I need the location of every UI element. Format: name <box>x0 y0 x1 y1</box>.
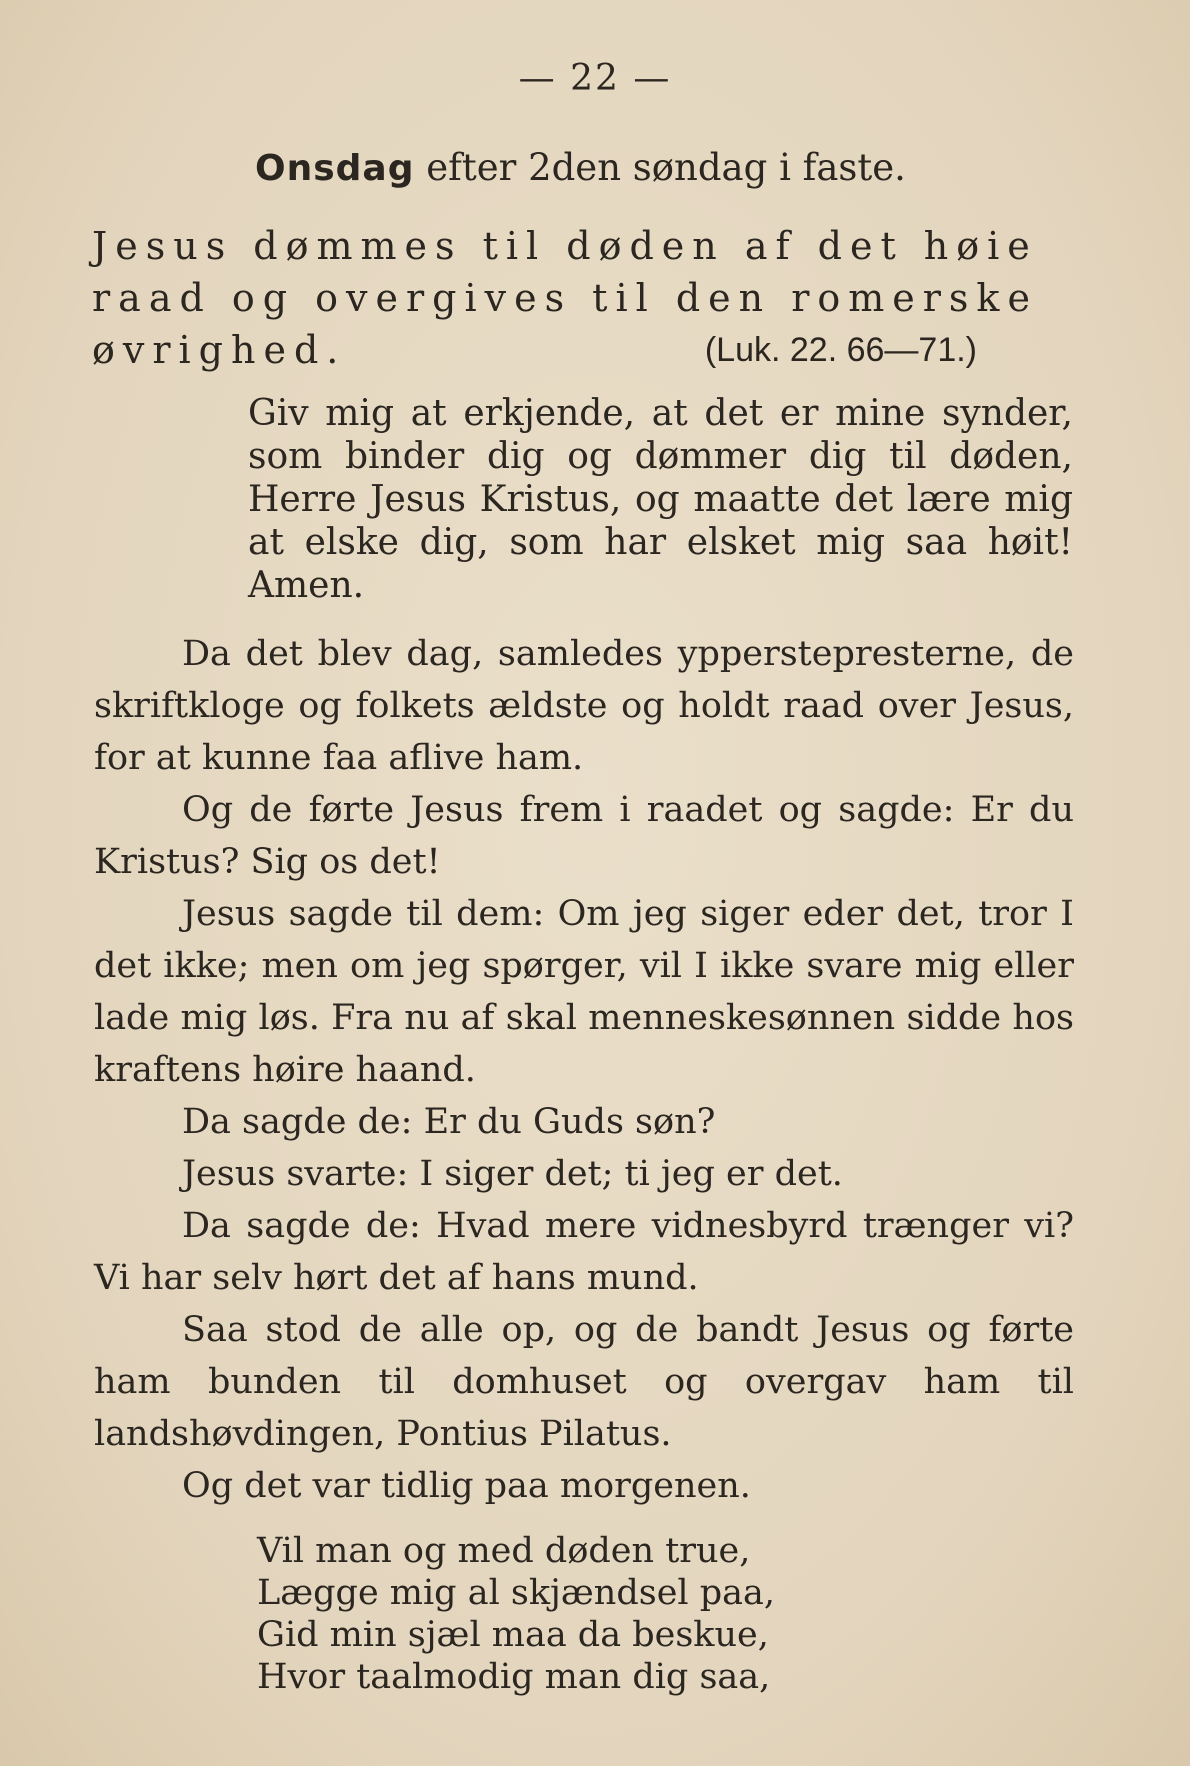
prayer-text: Giv mig at erkjende, at det er mine synder, som binder dig og dømmer dig til døden, Herre Jesus Kristus, og maatte det lære mig at elske dig, som har elsket mig saa høit! Amen. <box>248 393 1073 606</box>
summary-line-2: raad og overgives til den romerske <box>92 276 1038 320</box>
hymn-verse <box>257 1530 1017 1698</box>
summary-line-1: Jesus dømmes til døden af det høie <box>92 224 1038 268</box>
page-number: — 22 — <box>518 58 672 99</box>
paragraph: Jesus svarte: I siger det; ti jeg er det. <box>182 1154 843 1194</box>
paragraph: Da det blev dag, samledes ypperstepresterne, de skriftkloge og folkets ældste og holdt raad over Jesus, for at kunne faa aflive ham. <box>94 634 1074 778</box>
heading-day: Onsdag <box>255 148 415 189</box>
heading-rest: efter 2den søndag i faste. <box>426 146 906 189</box>
verse-line: Gid min sjæl maa da beskue, <box>257 1615 769 1655</box>
paragraph: Saa stod de alle op, og de bandt Jesus og førte ham bunden til domhuset og overgav ham til landshøvdingen, Pontius Pilatus. <box>94 1310 1074 1454</box>
verse-line: Vil man og med døden true, <box>257 1531 751 1571</box>
summary-line-3 <box>92 324 977 376</box>
summary-line-3-text: øvrighed. <box>92 328 347 372</box>
scripture-text <box>94 628 1074 1512</box>
verse-line: Hvor taalmodig man dig saa, <box>257 1657 771 1697</box>
chapter-heading <box>255 146 906 189</box>
scripture-reference: (Luk. 22. 66—71.) <box>704 331 977 369</box>
chapter-summary <box>92 220 1072 376</box>
paragraph: Jesus sagde til dem: Om jeg siger eder det, tror I det ikke; men om jeg spørger, vil I ikke svare mig eller lade mig løs. Fra nu af skal menneskesønnen sidde hos kraftens høire haand. <box>94 894 1074 1090</box>
paragraph: Da sagde de: Hvad mere vidnesbyrd trænger vi? Vi har selv hørt det af hans mund. <box>94 1206 1074 1298</box>
paragraph: Og det var tidlig paa morgenen. <box>182 1466 751 1506</box>
paragraph: Og de førte Jesus frem i raadet og sagde: Er du Kristus? Sig os det! <box>94 790 1074 882</box>
verse-line: Lægge mig al skjændsel paa, <box>257 1573 776 1613</box>
prayer <box>248 392 1073 607</box>
paragraph: Da sagde de: Er du Guds søn? <box>182 1102 716 1142</box>
